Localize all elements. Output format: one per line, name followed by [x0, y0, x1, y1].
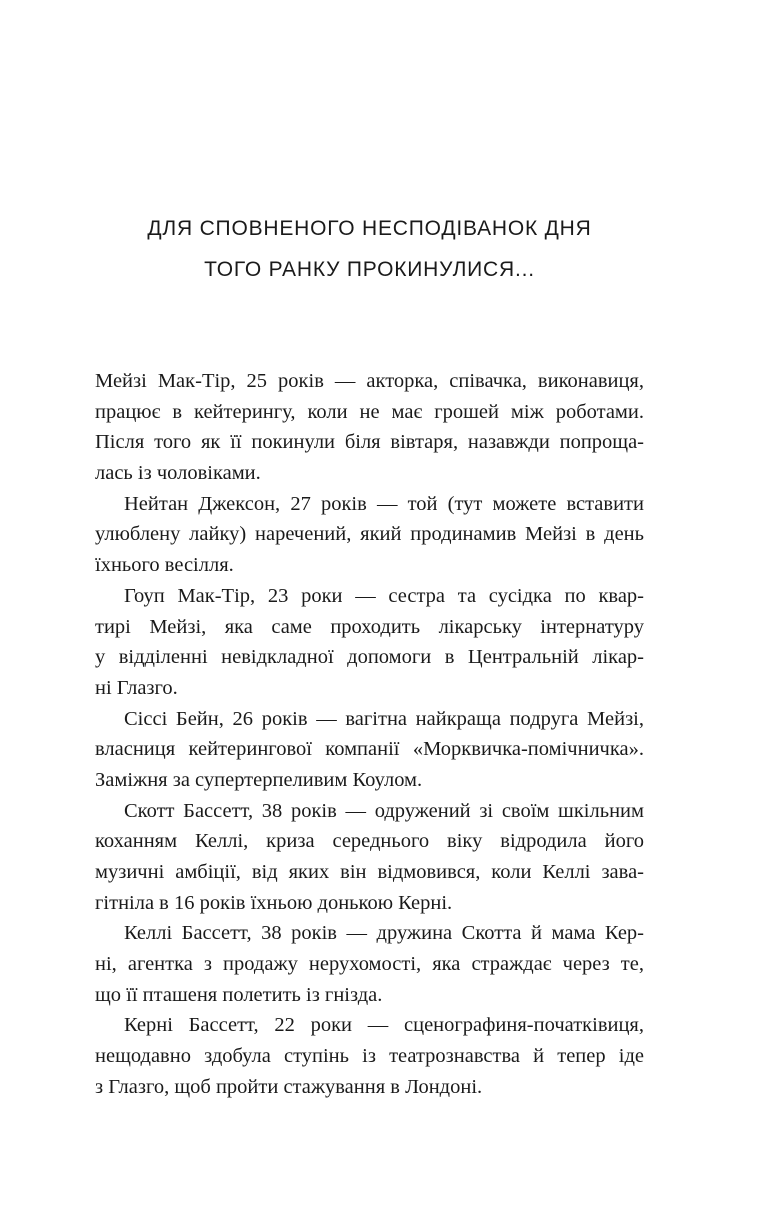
character-paragraph-nathan: [95, 489, 644, 581]
character-paragraph-maisie: [95, 366, 644, 489]
text-line: Скотт Бассетт, 38 років — одружений зі своїм шкільним: [124, 799, 644, 822]
text-line: власниця кейтерингової компанії «Морквичка-помічничка».: [95, 738, 644, 761]
text-line: музичні амбіції, від яких він відмовився, коли Келлі зава-: [95, 861, 644, 883]
text-line: тирі Мейзі, яка саме проходить лікарську інтернатуру: [95, 615, 644, 638]
text-line: Гоуп Мак-Тір, 23 роки — сестра та сусідка по квар-: [124, 584, 644, 607]
character-paragraph-cissy: [95, 704, 644, 796]
text-line: Сіссі Бейн, 26 років — вагітна найкраща подруга Мейзі,: [124, 707, 644, 730]
text-line: гітніла в 16 років їхньою донькою Керні.: [95, 891, 453, 914]
text-line: Келлі Бассетт, 38 років — дружина Скотта й мама Кер-: [124, 922, 644, 945]
character-paragraph-kearney: [95, 1010, 644, 1102]
character-list: [95, 366, 644, 1103]
text-line: ні Глазго.: [95, 676, 178, 699]
text-line: у відділенні невідкладної допомоги в Центральній лікар-: [95, 646, 644, 669]
text-line: ні, агентка з продажу нерухомості, яка страждає через те,: [95, 953, 644, 976]
character-paragraph-scott: [95, 796, 644, 919]
character-paragraph-hope: [95, 581, 644, 704]
text-line: лась із чоловіками.: [95, 462, 261, 485]
heading-line-1: ДЛЯ СПОВНЕНОГО НЕСПОДІВАНОК ДНЯ: [147, 217, 592, 240]
text-line: Керні Бассетт, 22 роки — сценографиня-початківиця,: [124, 1014, 644, 1037]
text-line: що її пташеня полетить із гнізда.: [95, 983, 383, 1006]
text-line: Нейтан Джексон, 27 років — той (тут можете вставити: [124, 492, 644, 515]
text-line: коханням Келлі, криза середнього віку відродила його: [95, 830, 644, 853]
text-line: працює в кейтерингу, коли не має грошей між роботами.: [95, 400, 644, 423]
text-line: Заміжня за супертерпеливим Коулом.: [95, 768, 423, 791]
text-line: їхнього весілля.: [95, 554, 234, 577]
text-line: улюблену лайку) наречений, який продинамив Мейзі в день: [95, 523, 644, 546]
text-line: нещодавно здобула ступінь із театрознавства й тепер іде: [95, 1045, 644, 1068]
text-line: Мейзі Мак-Тір, 25 років — акторка, співачка, виконавиця,: [95, 370, 644, 392]
chapter-heading: [95, 208, 644, 290]
book-page: [95, 0, 644, 1223]
text-line: Після того як її покинули біля вівтаря, назавжди попроща-: [95, 431, 644, 454]
heading-line-2: ТОГО РАНКУ ПРОКИНУЛИСЯ...: [204, 258, 535, 281]
character-paragraph-kelly: [95, 918, 644, 1010]
text-line: з Глазго, щоб пройти стажування в Лондоні.: [95, 1075, 483, 1098]
